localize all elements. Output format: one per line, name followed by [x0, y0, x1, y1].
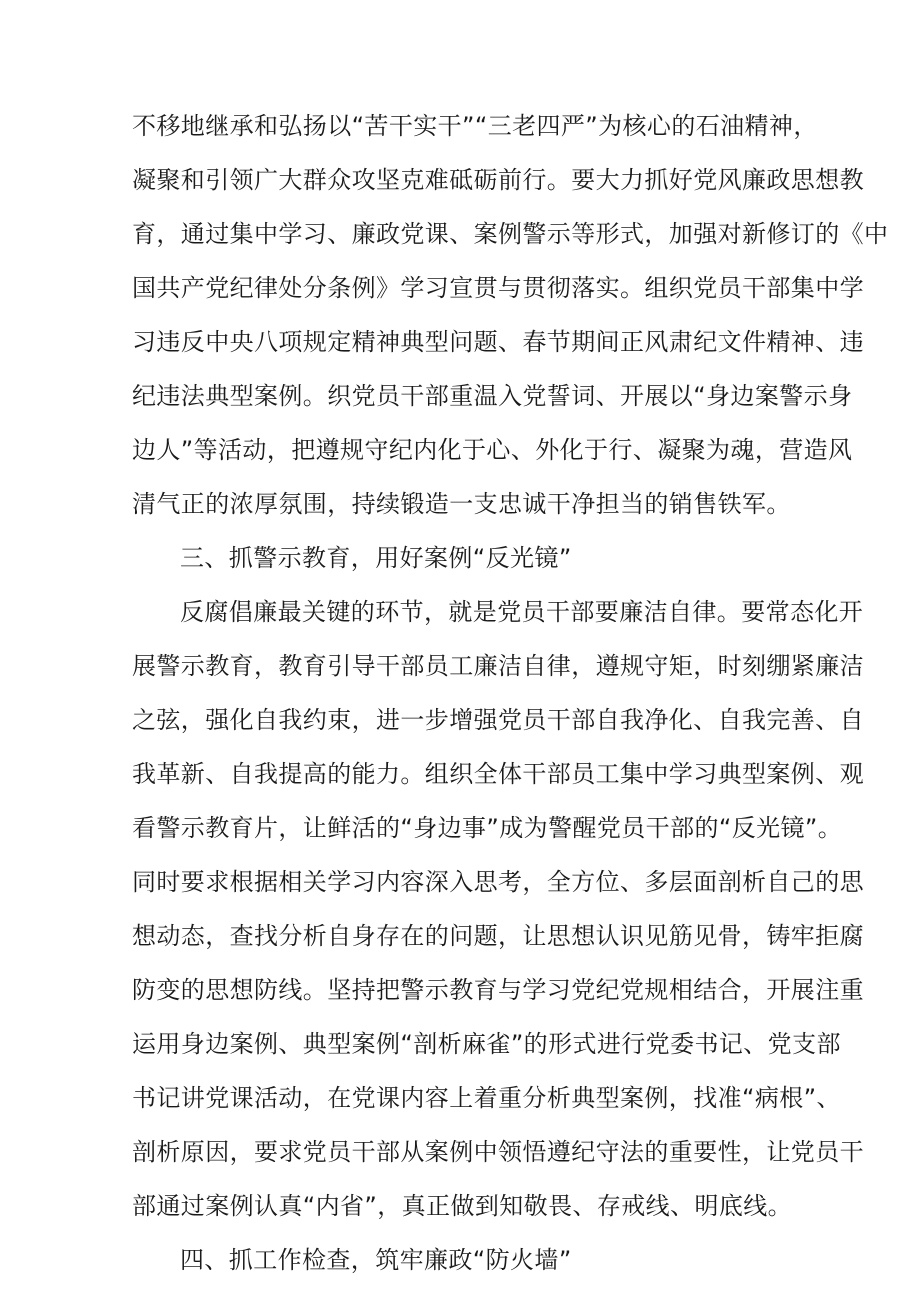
paragraph-line: 边人”等活动，把遵规守纪内化于心、外化于行、凝聚为魂，营造风 [132, 436, 853, 464]
paragraph-line: 纪违法典型案例。织党员干部重温入党誓词、开展以“身边案警示身 [132, 382, 853, 410]
paragraph-line: 习违反中央八项规定精神典型问题、春节期间正风肃纪文件精神、违 [132, 328, 864, 356]
paragraph-line: 展警示教育，教育引导干部员工廉洁自律，遵规守矩，时刻绷紧廉洁 [132, 652, 864, 680]
paragraph-line: 我革新、自我提高的能力。组织全体干部员工集中学习典型案例、观 [132, 760, 864, 788]
paragraph-line: 部通过案例认真“内省”，真正做到知敬畏、存戒线、明底线。 [132, 1192, 793, 1220]
paragraph-line: 运用身边案例、典型案例“剖析麻雀”的形式进行党委书记、党支部 [132, 1030, 841, 1058]
paragraph-line: 剖析原因，要求党员干部从案例中领悟遵纪守法的重要性，让党员干 [132, 1138, 864, 1166]
paragraph-line: 防变的思想防线。坚持把警示教育与学习党纪党规相结合，开展注重 [132, 976, 864, 1004]
paragraph-line: 国共产党纪律处分条例》学习宣贯与贯彻落实。组织党员干部集中学 [132, 274, 864, 302]
paragraph-line: 清气正的浓厚氛围，持续锻造一支忠诚干净担当的销售铁军。 [132, 490, 791, 518]
paragraph-line: 之弦，强化自我约束，进一步增强党员干部自我净化、自我完善、自 [132, 706, 864, 734]
section-heading-3: 三、抓警示教育，用好案例“反光镜” [180, 544, 572, 572]
paragraph-line: 育，通过集中学习、廉政党课、案例警示等形式，加强对新修订的《中 [132, 220, 889, 248]
paragraph-line: 凝聚和引领广大群众攻坚克难砥砺前行。要大力抓好党风廉政思想教 [132, 166, 864, 194]
section-heading-4: 四、抓工作检查，筑牢廉政“防火墙” [180, 1246, 572, 1274]
paragraph-line: 反腐倡廉最关键的环节，就是党员干部要廉洁自律。要常态化开 [180, 598, 864, 626]
paragraph-line: 看警示教育片，让鲜活的“身边事”成为警醒党员干部的“反光镜”。 [132, 814, 843, 842]
paragraph-line: 想动态，查找分析自身存在的问题，让思想认识见筋见骨，铸牢拒腐 [132, 922, 864, 950]
paragraph-line: 不移地继承和弘扬以“苦干实干”“三老四严”为核心的石油精神， [132, 112, 818, 140]
paragraph-line: 同时要求根据相关学习内容深入思考，全方位、多层面剖析自己的思 [132, 868, 864, 896]
paragraph-line: 书记讲党课活动，在党课内容上着重分析典型案例，找准“病根”、 [132, 1084, 841, 1112]
